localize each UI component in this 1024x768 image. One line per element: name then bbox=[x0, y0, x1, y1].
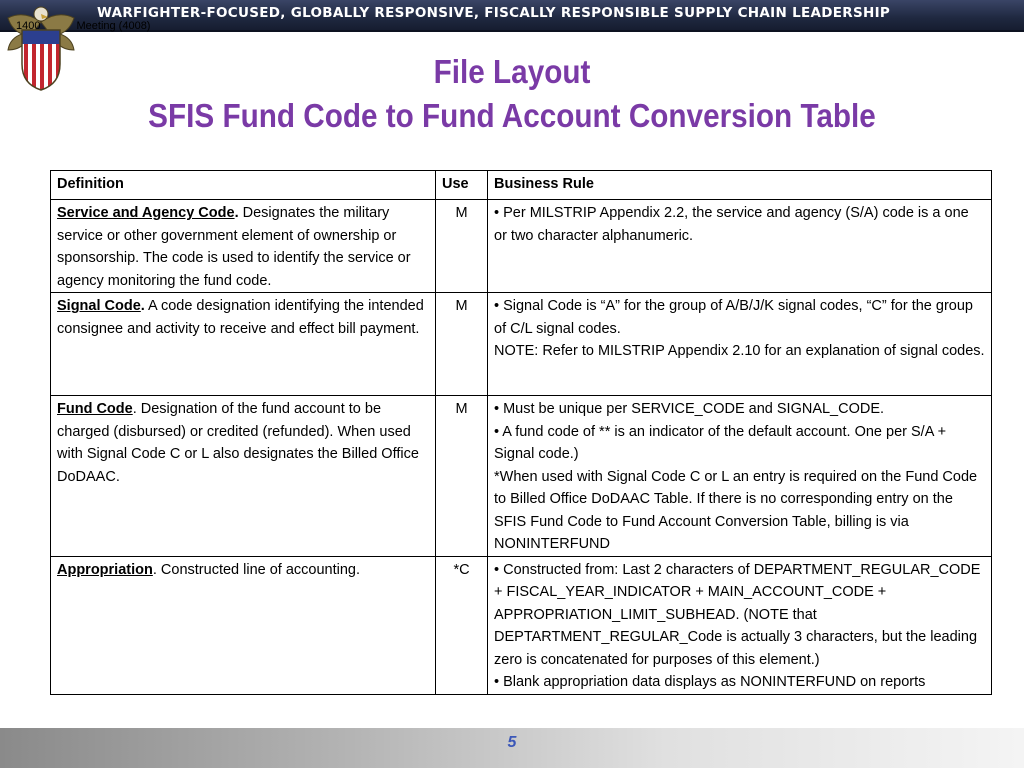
slide-title bbox=[0, 50, 1024, 138]
business-rule-cell bbox=[488, 293, 992, 396]
term-label: Fund Code bbox=[57, 401, 133, 417]
business-rule-cell bbox=[488, 396, 992, 557]
definition-text: A code designation identifying the intended consignee and activity to receive and effect bill payment. bbox=[57, 298, 424, 337]
meeting-name: Meeting (4008) bbox=[76, 20, 151, 32]
table-header-row bbox=[51, 171, 992, 200]
definition-text: Designates the military service or other government element of ownership or sponsorship. The code is used to identify the service or agency monitoring the fund code. bbox=[57, 205, 411, 289]
definition-cell bbox=[51, 556, 436, 694]
rule-line: *When used with Signal Code C or L an entry is required on the Fund Code to Billed Office DoDAAC Table. If there is no corresponding entry on the SFIS Fund Code to Fund Account Conversion Table, billing is via NONINTERFUND bbox=[494, 468, 978, 552]
term-label: Service and Agency Code bbox=[57, 205, 235, 221]
definition-text: . Designation of the fund account to be charged (disbursed) or credited (refunded). When used with Signal Code C or L also designates the Billed Office DoDAAC. bbox=[57, 401, 419, 485]
use-cell: *C bbox=[436, 556, 488, 694]
table-row bbox=[51, 293, 992, 396]
term-suffix: . bbox=[234, 205, 239, 221]
rule-line: • Blank appropriation data displays as NONINTERFUND on reports bbox=[494, 674, 926, 690]
table-row bbox=[51, 556, 992, 694]
term-label: Appropriation bbox=[57, 561, 153, 578]
title-line-2: SFIS Fund Code to Fund Account Conversion Table bbox=[148, 97, 876, 134]
term-suffix: . bbox=[140, 298, 145, 314]
rule-line: • A fund code of ** is an indicator of the default account. One per S/A + Signal code.) bbox=[494, 423, 947, 462]
definition-cell bbox=[51, 293, 436, 396]
business-rule-cell bbox=[488, 200, 992, 293]
page-number: 5 bbox=[507, 734, 517, 751]
footer-bar bbox=[0, 728, 1024, 768]
rule-line: • Constructed from: Last 2 characters of DEPARTMENT_REGULAR_CODE + FISCAL_YEAR_INDICATOR + MAIN_ACCOUNT_CODE + APPROPRIATION_LIMIT_SUBHEAD. (NOTE that DEPTARTMENT_REGULAR_Code is actually 3 characters, but the leading zero is concatenated for purposes of this element.) bbox=[494, 561, 981, 668]
file-layout-table bbox=[50, 170, 992, 695]
table-row bbox=[51, 396, 992, 557]
header-use: Use bbox=[436, 171, 488, 200]
title-line-1: File Layout bbox=[433, 53, 591, 90]
rule-line: • Must be unique per SERVICE_CODE and SIGNAL_CODE. bbox=[494, 401, 885, 417]
meeting-number: 1400 bbox=[16, 20, 41, 32]
business-rule-cell bbox=[488, 556, 992, 694]
rule-line: • Signal Code is “A” for the group of A/B/J/K signal codes, “C” for the group of C/L signal codes. bbox=[494, 298, 973, 337]
use-cell: M bbox=[436, 200, 488, 293]
rule-line: • Per MILSTRIP Appendix 2.2, the service and agency (S/A) code is a one or two character alphanumeric. bbox=[494, 205, 969, 244]
header-definition: Definition bbox=[51, 171, 436, 200]
table-row bbox=[51, 200, 992, 293]
top-banner bbox=[0, 0, 1024, 32]
definition-cell bbox=[51, 200, 436, 293]
definition-text: . Constructed line of accounting. bbox=[152, 561, 361, 578]
use-cell: M bbox=[436, 293, 488, 396]
banner-slogan: WARFIGHTER-FOCUSED, GLOBALLY RESPONSIVE, FISCALLY RESPONSIBLE SUPPLY CHAIN LEADERSHIP bbox=[97, 5, 891, 21]
term-label: Signal Code bbox=[57, 298, 141, 314]
rule-line: NOTE: Refer to MILSTRIP Appendix 2.10 for an explanation of signal codes. bbox=[494, 343, 985, 359]
meeting-reference bbox=[16, 20, 150, 32]
definition-cell bbox=[51, 396, 436, 557]
use-cell: M bbox=[436, 396, 488, 557]
header-business-rule: Business Rule bbox=[488, 171, 992, 200]
